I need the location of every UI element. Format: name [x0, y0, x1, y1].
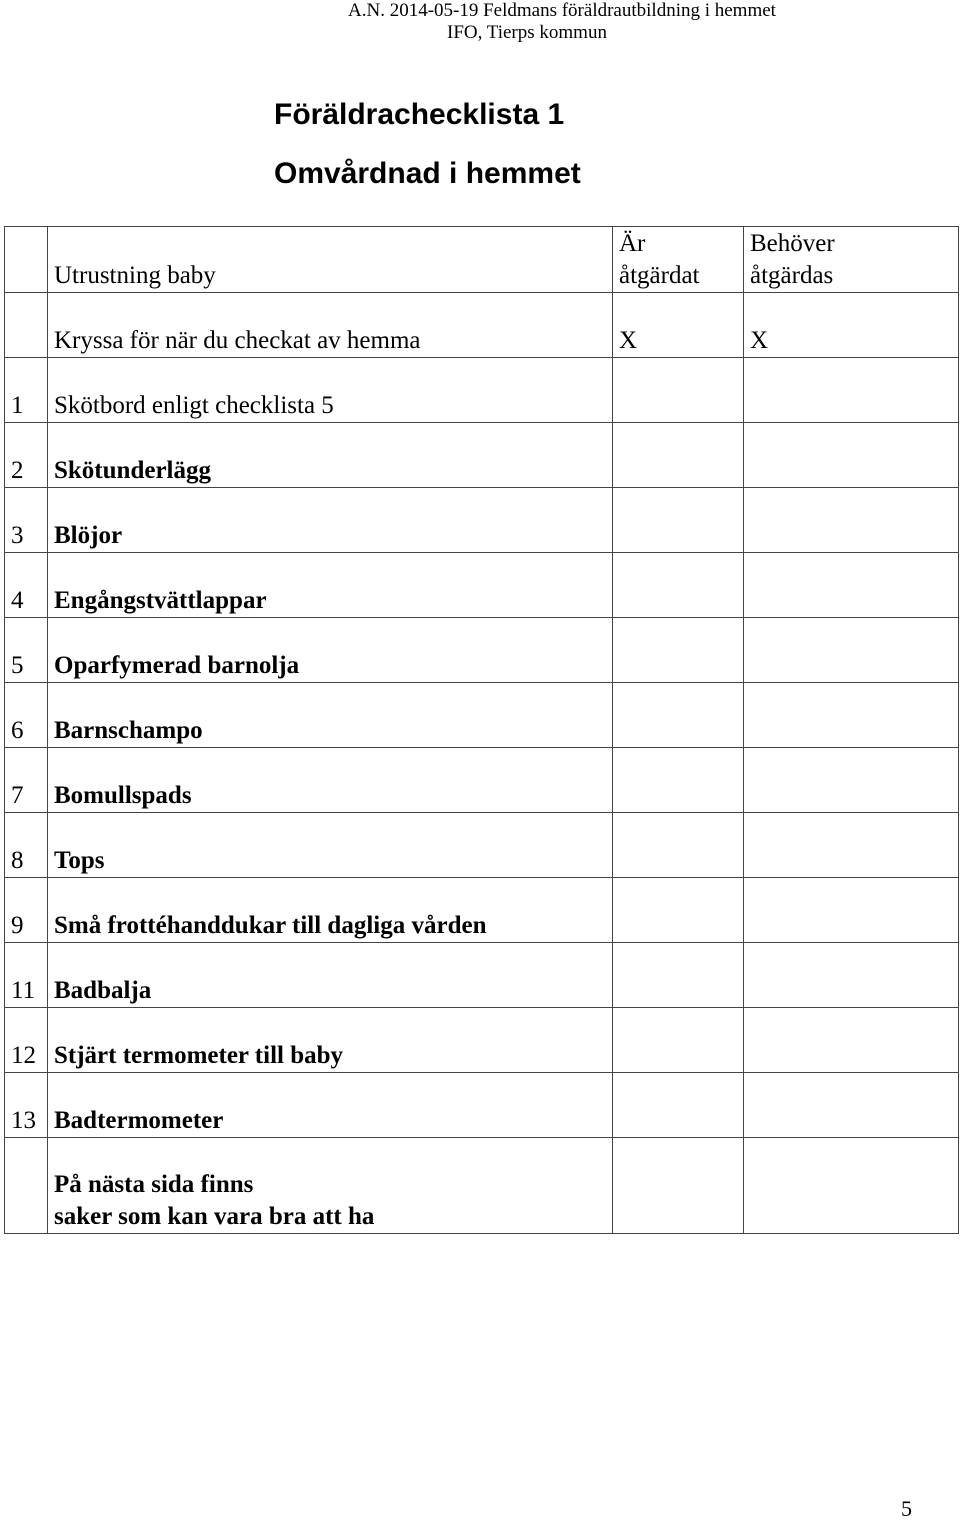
header-needs-line-2: åtgärdas [750, 262, 834, 289]
row-label: Skötunderlägg [48, 423, 613, 488]
table-row [5, 488, 959, 553]
table-row [5, 358, 959, 423]
row-number: 3 [5, 488, 48, 553]
page-title: Föräldrachecklista 1 [274, 98, 565, 131]
footer-done-checkbox[interactable] [613, 1138, 744, 1234]
row-number: 12 [5, 1008, 48, 1073]
done-checkbox[interactable] [613, 748, 744, 813]
row-number: 11 [5, 943, 48, 1008]
needs-checkbox[interactable] [744, 748, 959, 813]
row-number: 2 [5, 423, 48, 488]
row-label: Barnschampo [48, 683, 613, 748]
row-label: Oparfymerad barnolja [48, 618, 613, 683]
table-row [5, 1008, 959, 1073]
row-number: 8 [5, 813, 48, 878]
row-number: 9 [5, 878, 48, 943]
footer-num-cell [5, 1138, 48, 1234]
row-number: 13 [5, 1073, 48, 1138]
row-label: Tops [48, 813, 613, 878]
page-subtitle: Omvårdnad i hemmet [274, 157, 581, 190]
row-label: Bomullspads [48, 748, 613, 813]
table-row [5, 423, 959, 488]
table-row [5, 878, 959, 943]
needs-checkbox[interactable] [744, 878, 959, 943]
table-row [5, 813, 959, 878]
document-header-line-2: IFO, Tierps kommun [447, 22, 607, 43]
done-checkbox[interactable] [613, 813, 744, 878]
table-row [5, 618, 959, 683]
header-done-cell [613, 227, 744, 293]
table-row [5, 553, 959, 618]
checklist-table [4, 226, 959, 1234]
needs-checkbox[interactable] [744, 423, 959, 488]
done-checkbox[interactable] [613, 423, 744, 488]
done-checkbox[interactable] [613, 683, 744, 748]
row-number: 6 [5, 683, 48, 748]
row-number: 4 [5, 553, 48, 618]
header-done-line-1: Är [619, 230, 646, 257]
checklist-rows [5, 358, 959, 1138]
needs-checkbox[interactable] [744, 358, 959, 423]
done-mark: X [613, 293, 744, 358]
footer-note [48, 1138, 613, 1234]
row-label: Badtermometer [48, 1073, 613, 1138]
row-label: Blöjor [48, 488, 613, 553]
done-checkbox[interactable] [613, 618, 744, 683]
row-label: Stjärt termometer till baby [48, 1008, 613, 1073]
table-row [5, 943, 959, 1008]
needs-checkbox[interactable] [744, 683, 959, 748]
row-label: Engångstvättlappar [48, 553, 613, 618]
done-checkbox[interactable] [613, 943, 744, 1008]
done-checkbox[interactable] [613, 1008, 744, 1073]
instruction-text: Kryssa för när du checkat av hemma [48, 293, 613, 358]
row-number: 7 [5, 748, 48, 813]
needs-checkbox[interactable] [744, 943, 959, 1008]
footer-note-line-1: På nästa sida finns [54, 1171, 254, 1198]
needs-mark: X [744, 293, 959, 358]
row-number: 1 [5, 358, 48, 423]
needs-checkbox[interactable] [744, 813, 959, 878]
needs-checkbox[interactable] [744, 488, 959, 553]
done-checkbox[interactable] [613, 878, 744, 943]
header-done-line-2: åtgärdat [619, 262, 700, 289]
page-number: 5 [901, 1496, 912, 1521]
row-label: Små frottéhanddukar till dagliga vården [48, 878, 613, 943]
done-checkbox[interactable] [613, 1073, 744, 1138]
done-checkbox[interactable] [613, 553, 744, 618]
done-checkbox[interactable] [613, 488, 744, 553]
header-item-cell: Utrustning baby [48, 227, 613, 293]
table-row [5, 748, 959, 813]
needs-checkbox[interactable] [744, 553, 959, 618]
row-number: 5 [5, 618, 48, 683]
footer-needs-checkbox[interactable] [744, 1138, 959, 1234]
done-checkbox[interactable] [613, 358, 744, 423]
row-label: Badbalja [48, 943, 613, 1008]
table-row [5, 1073, 959, 1138]
document-header-line-1: A.N. 2014-05-19 Feldmans föräldrautbildning i hemmet [348, 0, 776, 21]
needs-checkbox[interactable] [744, 1073, 959, 1138]
footer-note-row [5, 1138, 959, 1234]
header-needs-line-1: Behöver [750, 230, 835, 257]
instruction-row [5, 293, 959, 358]
table-row [5, 683, 959, 748]
instruction-num-cell [5, 293, 48, 358]
needs-checkbox[interactable] [744, 1008, 959, 1073]
header-needs-cell [744, 227, 959, 293]
header-num-cell [5, 227, 48, 293]
table-header-row [5, 227, 959, 293]
footer-note-line-2: saker som kan vara bra att ha [54, 1203, 375, 1230]
row-label: Skötbord enligt checklista 5 [48, 358, 613, 423]
needs-checkbox[interactable] [744, 618, 959, 683]
